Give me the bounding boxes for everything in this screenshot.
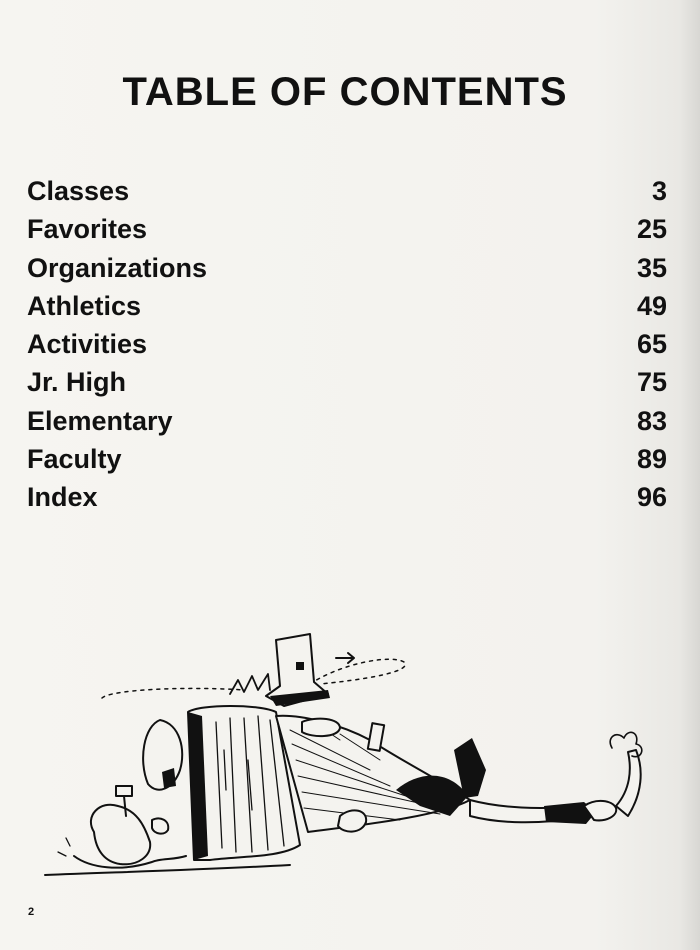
toc-entry-label: Athletics — [27, 290, 142, 321]
hair-spikes — [230, 674, 270, 694]
toc-entry-page: 83 — [636, 405, 667, 436]
toc-entry-page: 3 — [651, 176, 667, 206]
toc-entry-page: 96 — [636, 482, 667, 513]
toc-entry-jr-high — [27, 363, 667, 401]
page-number: 2 — [28, 906, 35, 918]
toc-entry-label: Organizations — [27, 252, 208, 283]
toc-entry-label: Jr. High — [27, 367, 127, 398]
toc-entry-page: 75 — [636, 367, 667, 398]
toc-entry-page: 89 — [636, 444, 667, 475]
dizzy-swirl-right — [310, 659, 405, 684]
toc-entry-page: 49 — [636, 290, 667, 321]
toc-entry-label: Faculty — [27, 444, 122, 475]
dog-body — [91, 805, 150, 865]
toc-entry-label: Activities — [27, 329, 148, 360]
toc-entry-page: 35 — [636, 252, 667, 283]
toc-entry-classes — [27, 172, 667, 210]
toc-entry-page: 65 — [636, 329, 667, 360]
dog-head — [143, 720, 182, 790]
toc-entry-elementary — [27, 402, 667, 440]
toc-entry-page: 25 — [636, 214, 667, 245]
toc-entry-index — [27, 478, 667, 516]
toc-entry-favorites — [27, 210, 667, 248]
table-of-contents — [27, 172, 667, 517]
motion-ticks — [58, 838, 70, 856]
cartoon-illustration — [40, 620, 670, 890]
toc-entry-faculty — [27, 440, 667, 478]
page-title: TABLE OF CONTENTS — [122, 70, 568, 114]
flying-arrow — [336, 653, 354, 663]
nose — [302, 719, 340, 736]
dog-paw — [152, 818, 168, 833]
ground-line — [45, 865, 290, 875]
raised-arm — [616, 750, 641, 816]
toc-entry-label: Index — [27, 482, 98, 513]
toc-entry-label: Elementary — [27, 405, 173, 436]
dizzy-swirl-left — [102, 688, 245, 698]
toc-entry-athletics — [27, 287, 667, 325]
toc-entry-label: Classes — [27, 176, 130, 206]
hat-tag — [296, 662, 304, 670]
toc-entry-label: Favorites — [27, 214, 148, 245]
toc-entry-organizations — [27, 249, 667, 287]
toc-entry-activities — [27, 325, 667, 363]
hand-icon — [338, 810, 366, 831]
